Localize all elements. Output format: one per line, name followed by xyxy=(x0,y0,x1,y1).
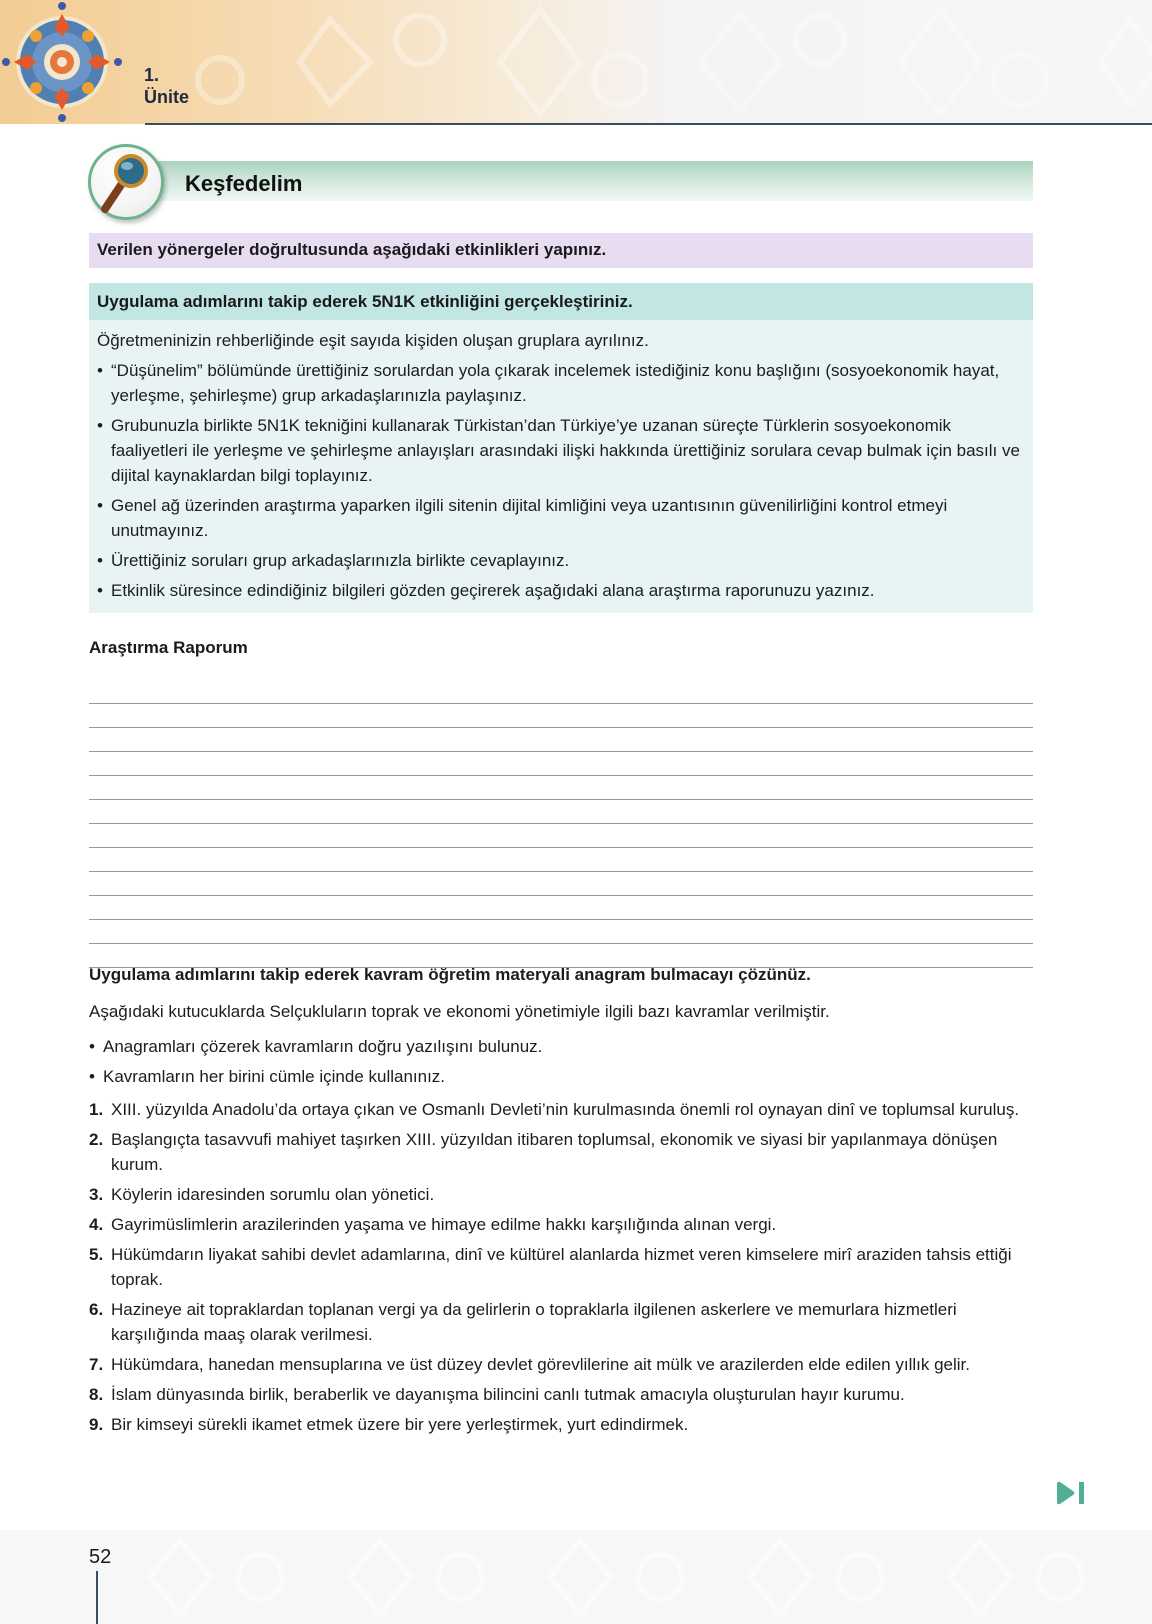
report-line[interactable] xyxy=(89,800,1033,824)
footer-band xyxy=(0,1530,1152,1624)
bullet-icon: • xyxy=(97,361,103,380)
anagram-clue-list xyxy=(89,1097,1033,1437)
activity-step: • Genel ağ üzerinden araştırma yaparken ilgili sitenin dijital kimliğini veya uzantısının güvenilirliğini kontrol etmeyi unutmayınız. xyxy=(97,493,1025,543)
bullet-icon: • xyxy=(97,581,103,600)
anagram-heading: Uygulama adımlarını takip ederek kavram öğretim materyali anagram bulmacayı çözünüz. xyxy=(89,965,811,984)
activity-body xyxy=(89,320,1033,603)
section-icon-badge xyxy=(88,144,164,220)
activity-step: • Grubunuzla birlikte 5N1K tekniğini kullanarak Türkistan’dan Türkiye’ye uzanan süreçte Türklerin sosyoekonomik faaliyetleri ile yerleşme ve şehirleşme anlayışları arasındaki ilişki hakkında ürettiğiniz sorulara cevap bulmak için basılı ve dijital kaynaklardan bilgi toplayınız. xyxy=(97,413,1025,488)
bullet-icon: • xyxy=(89,1067,95,1086)
clue-item: 3. Köylerin idaresinden sorumlu olan yönetici. xyxy=(89,1185,435,1204)
geometric-pattern xyxy=(0,1530,1152,1624)
bullet-icon: • xyxy=(89,1037,95,1056)
page-number-rule xyxy=(96,1571,98,1624)
skip-next-icon[interactable] xyxy=(1055,1480,1087,1506)
activity-heading: Uygulama adımlarını takip ederek 5N1K etkinliğini gerçekleştiriniz. xyxy=(89,283,1033,320)
activity-step: • Ürettiğiniz soruları grup arkadaşlarınızla birlikte cevaplayınız. xyxy=(97,548,1025,573)
report-line[interactable] xyxy=(89,920,1033,944)
report-line[interactable] xyxy=(89,776,1033,800)
report-writing-area[interactable] xyxy=(89,680,1033,968)
clue-item: 7. Hükümdara, hanedan mensuplarına ve üst düzey devlet görevlilerine ait mülk ve arazilerden elde edilen yıllık gelir. xyxy=(89,1355,970,1374)
report-line[interactable] xyxy=(89,848,1033,872)
anagram-section xyxy=(89,965,1033,1442)
anagram-bullet: • Anagramları çözerek kavramların doğru yazılışını bulunuz. xyxy=(89,1034,1033,1059)
report-line[interactable] xyxy=(89,824,1033,848)
report-line[interactable] xyxy=(89,704,1033,728)
activity-step: • Etkinlik süresince edindiğiniz bilgileri gözden geçirerek aşağıdaki alana araştırma raporunuzu yazınız. xyxy=(97,578,1025,603)
report-line[interactable] xyxy=(89,728,1033,752)
report-title: Araştırma Raporum xyxy=(89,638,248,657)
clue-item: 5. Hükümdarın liyakat sahibi devlet adamlarına, dinî ve kültürel alanlarda hizmet veren kimselere mirî araziden tahsis ettiği toprak. xyxy=(89,1245,1012,1289)
report-line[interactable] xyxy=(89,872,1033,896)
activity-intro: Öğretmeninizin rehberliğinde eşit sayıda kişiden oluşan gruplara ayrılınız. xyxy=(97,331,649,350)
clue-item: 9. Bir kimseyi sürekli ikamet etmek üzere bir yere yerleştirmek, yurt edindirmek. xyxy=(89,1415,689,1434)
unit-label xyxy=(144,64,189,108)
page-number: 52 xyxy=(89,1546,112,1568)
report-line[interactable] xyxy=(89,680,1033,704)
ornament-medallion-icon xyxy=(0,0,126,124)
unit-title: Ünite xyxy=(144,87,189,107)
header-rule xyxy=(145,123,1152,125)
header-band xyxy=(0,0,1152,124)
activity-5n1k xyxy=(89,283,1033,613)
clue-item: 6. Hazineye ait topraklardan toplanan vergi ya da gelirlerin o topraklarla ilgilenen askerlere ve memurlara hizmetleri karşılığında maaş olarak verilmesi. xyxy=(89,1300,957,1344)
bullet-icon: • xyxy=(97,416,103,435)
anagram-bullet: • Kavramların her birini cümle içinde kullanınız. xyxy=(89,1064,1033,1089)
bullet-icon: • xyxy=(97,551,103,570)
section-title: Keşfedelim xyxy=(185,171,303,196)
clue-item: 4. Gayrimüslimlerin arazilerinden yaşama ve himaye edilme hakkı karşılığında alınan vergi. xyxy=(89,1215,777,1234)
report-line[interactable] xyxy=(89,752,1033,776)
magnifier-icon xyxy=(91,147,161,217)
activity-step: • “Düşünelim” bölümünde ürettiğiniz sorulardan yola çıkarak incelemek istediğiniz konu başlığını (sosyoekonomik hayat, yerleşme, şehirleşme) grup arkadaşlarınızla paylaşınız. xyxy=(97,358,1025,408)
clue-item: 2. Başlangıçta tasavvufi mahiyet taşırken XIII. yüzyıldan itibaren toplumsal, ekonomik ve siyasi bir yapılanmaya dönüşen kurum. xyxy=(89,1130,998,1174)
report-line[interactable] xyxy=(89,896,1033,920)
instruction-bar: Verilen yönergeler doğrultusunda aşağıdaki etkinlikleri yapınız. xyxy=(89,233,1033,268)
clue-item: 8. İslam dünyasında birlik, beraberlik ve dayanışma bilincini canlı tutmak amacıyla oluşturulan hayır kurumu. xyxy=(89,1385,905,1404)
anagram-intro: Aşağıdaki kutucuklarda Selçukluların toprak ve ekonomi yönetimiyle ilgili bazı kavramlar verilmiştir. xyxy=(89,1002,830,1021)
bullet-icon: • xyxy=(97,496,103,515)
clue-item: 1. XIII. yüzyılda Anadolu’da ortaya çıkan ve Osmanlı Devleti’nin kurulmasında önemli rol oynayan dinî ve toplumsal kuruluş. xyxy=(89,1100,1020,1119)
unit-number: 1. xyxy=(144,65,160,85)
